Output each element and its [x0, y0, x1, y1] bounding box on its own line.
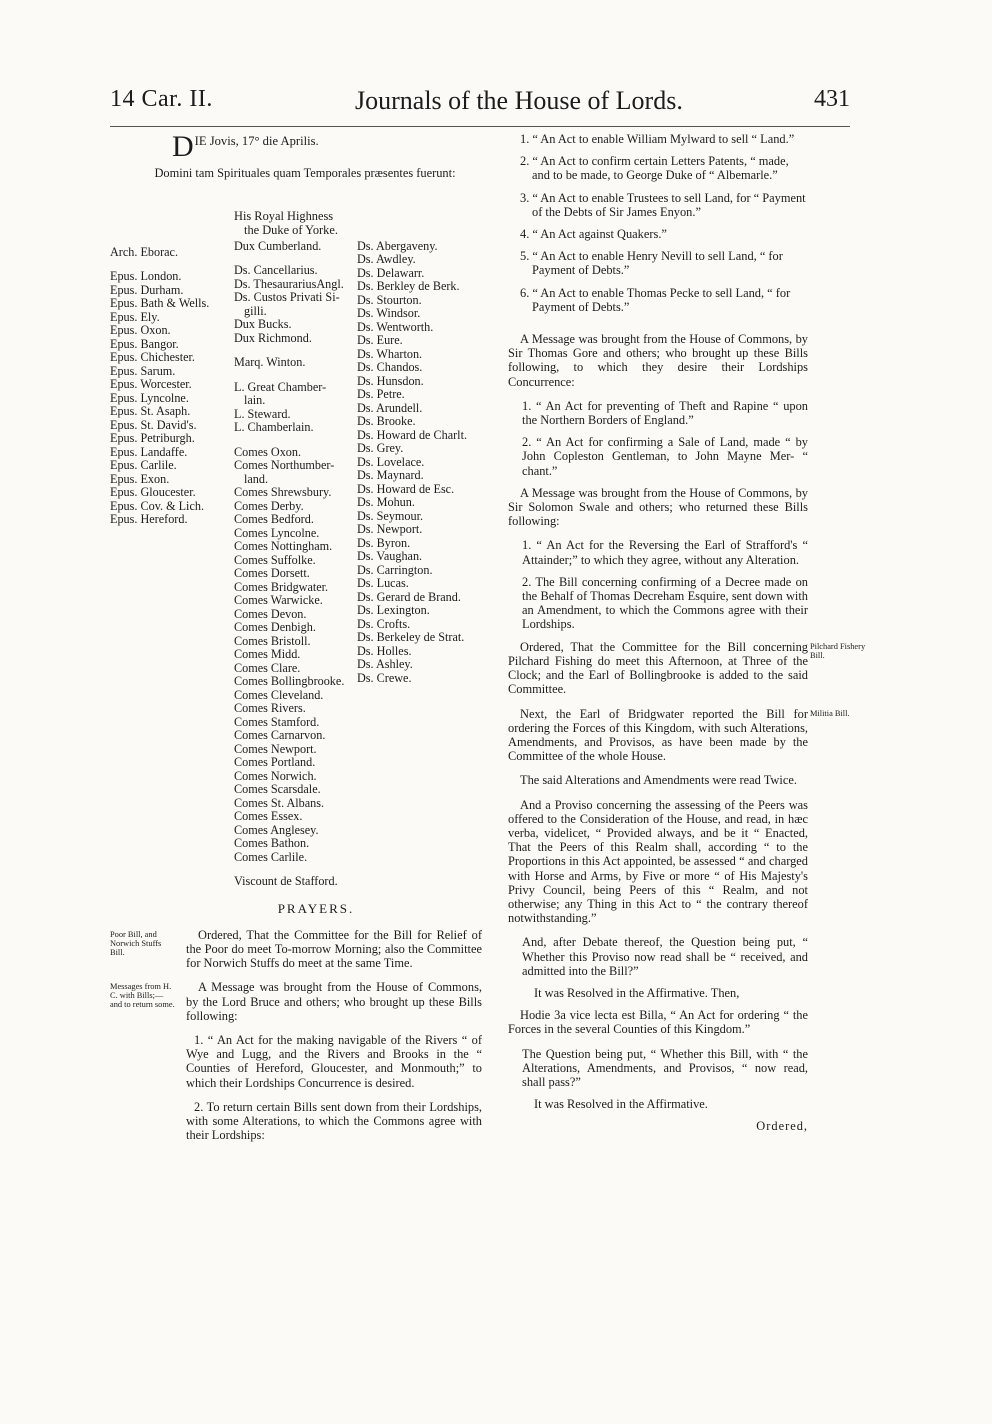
- roster-peer-26: Comes Dorsett.: [234, 566, 310, 581]
- roster-peer-36: Comes Rivers.: [234, 701, 306, 716]
- roster-peer-47: Comes Carlile.: [234, 849, 308, 864]
- roster-column-peers: [234, 240, 344, 889]
- bill-wye-lugg: 1. “ An Act for the making navigable of the Rivers “ of Wye and Lugg, and the Rivers and Brooks in the “ Counties of Hereford, Gloucester, and Monmouth;” to which their Lordships Concurrence is desired.: [186, 1033, 482, 1090]
- roster-baron-13: Ds. Arundell.: [357, 400, 423, 415]
- roster-peer-27: Comes Bridgwater.: [234, 579, 329, 594]
- returned-bill-2: 2. “ An Act to confirm certain Letters Patents, “ made, and to be made, to George Duke of “ Albemarle.”: [520, 154, 789, 183]
- roster-baron-26: Ds. Lucas.: [357, 576, 409, 591]
- roster-peer-49: Viscount de Stafford.: [234, 874, 338, 889]
- poor-bill-order: Ordered, That the Committee for the Bill for Relief of the Poor do meet To-morrow Morning; also the Committee for Norwich Stuffs do meet at the same Time.: [186, 927, 482, 971]
- roster-bishop-17: Epus. Carlile.: [110, 458, 177, 473]
- roster-baron-24: Ds. Vaughan.: [357, 549, 423, 564]
- royal-line-1: His Royal Highness: [234, 209, 334, 224]
- militia-entry: [508, 706, 850, 764]
- roster-baron-8: Ds. Eure.: [357, 333, 403, 348]
- roster-peer-7: Dux Bucks.: [234, 317, 292, 332]
- roster-peer-8: Dux Richmond.: [234, 330, 312, 345]
- roster-peer-1: Dux Cumberland.: [234, 238, 322, 253]
- returned-bill-3: 3. “ An Act to enable Trustees to sell Land, for “ Payment of the Debts of Sir James Enyon.”: [520, 190, 806, 219]
- roster-bishop-20: Epus. Cov. & Lich.: [110, 498, 204, 513]
- message-swale: A Message was brought from the House of Commons, by Sir Solomon Swale and others; who returned these Bills following:: [508, 485, 808, 529]
- roster-bishop-14: Epus. St. David's.: [110, 417, 197, 432]
- roster-peer-46: Comes Bathon.: [234, 836, 310, 851]
- roster-peer-35: Comes Cleveland.: [234, 687, 324, 702]
- roster-peer-4: Ds. ThesaurariusAngl.: [234, 276, 344, 291]
- roster-peer-22: Comes Bedford.: [234, 512, 314, 527]
- roster-bishop-21: Epus. Hereford.: [110, 512, 188, 527]
- roster-peer-5: Ds. Custos Privati Si-: [234, 290, 340, 305]
- pass-question: The Question being put, “ Whether this Bill, with “ the Alterations, Amendments, and Provisos, “ now read, shall pass?”: [522, 1046, 808, 1089]
- roster-bishop-6: Epus. Ely.: [110, 309, 160, 324]
- roster-peer-10: Marq. Winton.: [234, 355, 306, 370]
- roster-baron-7: Ds. Wentworth.: [357, 319, 434, 334]
- royal-highness: [234, 210, 482, 237]
- resolved-affirmative-1: It was Resolved in the Affirmative. Then,: [534, 985, 740, 1000]
- roster-bishop-7: Epus. Oxon.: [110, 323, 171, 338]
- roster-peer-44: Comes Essex.: [234, 809, 303, 824]
- roster-peer-15: L. Chamberlain.: [234, 420, 314, 435]
- roster-baron-30: Ds. Berkeley de Strat.: [357, 630, 465, 645]
- militia-report: Next, the Earl of Bridgwater reported the Bill for ordering the Forces of this Kingdom, with such Alterations, Amendments, and Provisos, as have been made by the Committee of the whole House.: [508, 706, 808, 764]
- pilchard-entry: [508, 639, 866, 697]
- roster-baron-33: Ds. Crewe.: [357, 670, 412, 685]
- roster-peer-32: Comes Midd.: [234, 647, 301, 662]
- roster-peer-37: Comes Stamford.: [234, 714, 320, 729]
- roster-column-barons: [357, 240, 467, 686]
- roster-baron-11: Ds. Hunsdon.: [357, 373, 424, 388]
- margin-note-messages: Messages from H. C. with Bills;— and to return some.: [110, 982, 175, 1010]
- roster-baron-6: Ds. Windsor.: [357, 306, 421, 321]
- roster-peer-6: gilli.: [244, 303, 267, 318]
- roster-peer-33: Comes Clare.: [234, 660, 301, 675]
- proviso-text: And a Proviso concerning the assessing of the Peers was offered to the Consideration of the House, and read, in hæc verba, videlicet, “ Provided always, and be it “ Enacted, That the Peers of this Realm shall, according “ to the Proportions in this Act appointed, be assessed “ and charged with Horse and Arms, by Five or more “ of His Majesty's Privy Council, being Peers of this “ Realm, and not otherwise; any Thing in this Act to “ the contrary thereof notwithstanding.”: [508, 797, 808, 926]
- roster-baron-3: Ds. Delawarr.: [357, 265, 425, 280]
- header-regnal-year: 14 Car. II.: [110, 86, 213, 112]
- attendance-roster: [110, 238, 482, 898]
- roster-baron-10: Ds. Chandos.: [357, 360, 423, 375]
- roster-baron-17: Ds. Lovelace.: [357, 454, 425, 469]
- roster-baron-28: Ds. Lexington.: [357, 603, 430, 618]
- roster-peer-29: Comes Devon.: [234, 606, 307, 621]
- message-gore: A Message was brought from the House of Commons, by Sir Thomas Gore and others; who brought up these Bills following, to which they desire their Lordships Concurrence:: [508, 332, 808, 389]
- roster-bishop-9: Epus. Chichester.: [110, 350, 195, 365]
- margin-note-poor-bill: Poor Bill, and Norwich Stuffs Bill.: [110, 929, 162, 957]
- roster-baron-4: Ds. Berkley de Berk.: [357, 279, 460, 294]
- roster-baron-32: Ds. Ashley.: [357, 657, 413, 672]
- returned-bills-list: [508, 132, 808, 314]
- roster-peer-31: Comes Bristoll.: [234, 633, 311, 648]
- roster-baron-25: Ds. Carrington.: [357, 562, 433, 577]
- roster-peer-41: Comes Norwich.: [234, 768, 317, 783]
- roster-baron-16: Ds. Grey.: [357, 441, 404, 456]
- hodie-third-reading: Hodie 3a vice lecta est Billa, “ An Act for ordering “ the Forces in the several Counties of this Kingdom.”: [508, 1008, 808, 1037]
- roster-peer-39: Comes Newport.: [234, 741, 317, 756]
- bill-strafford: 1. “ An Act for the Reversing the Earl of Strafford's “ Attainder;” to which they agree, without any Alteration.: [522, 538, 808, 567]
- roster-peer-45: Comes Anglesey.: [234, 822, 319, 837]
- roster-peer-34: Comes Bollingbrooke.: [234, 674, 345, 689]
- returned-bill-6: 6. “ An Act to enable Thomas Pecke to sell Land, “ for Payment of Debts.”: [520, 285, 791, 314]
- date-text: IE Jovis, 17° die Aprilis.: [194, 134, 319, 148]
- debate-question: And, after Debate thereof, the Question being put, “ Whether this Proviso now read shall be “ received, and admitted into the Bill?”: [522, 935, 808, 978]
- message-bruce: A Message was brought from the House of Commons, by the Lord Bruce and others; who brought up these Bills following:: [186, 980, 482, 1023]
- roster-baron-12: Ds. Petre.: [357, 387, 405, 402]
- header-rule: [110, 126, 850, 127]
- roster-baron-9: Ds. Wharton.: [357, 346, 423, 361]
- left-column: [110, 132, 482, 1152]
- bill-decreham: 2. The Bill concerning confirming of a Decree made on the Behalf of Thomas Decreham Esquire, sent down with an Amendment, to which the Commons agree with their Lordships.: [522, 574, 808, 632]
- roster-bishop-12: Epus. Lyncolne.: [110, 390, 189, 405]
- roster-peer-13: lain.: [244, 393, 266, 408]
- date-line: [172, 130, 482, 163]
- returned-bill-5: 5. “ An Act to enable Henry Nevill to sell Land, “ for Payment of Debts.”: [520, 249, 783, 278]
- roster-baron-5: Ds. Stourton.: [357, 292, 422, 307]
- roster-baron-15: Ds. Howard de Charlt.: [357, 427, 468, 442]
- bill-theft-rapine: 1. “ An Act for preventing of Theft and Rapine “ upon the Northern Borders of England.”: [522, 398, 808, 428]
- roster-bishop-10: Epus. Sarum.: [110, 363, 176, 378]
- resolved-affirmative-2: It was Resolved in the Affirmative.: [534, 1097, 708, 1112]
- roster-peer-42: Comes Scarsdale.: [234, 782, 321, 797]
- messages-entry: [110, 980, 482, 1023]
- roster-baron-18: Ds. Maynard.: [357, 468, 424, 483]
- roster-baron-2: Ds. Awdley.: [357, 252, 416, 267]
- roster-peer-20: Comes Shrewsbury.: [234, 485, 332, 500]
- roster-baron-22: Ds. Newport.: [357, 522, 423, 537]
- roster-bishop-5: Epus. Bath & Wells.: [110, 296, 210, 311]
- roster-baron-31: Ds. Holles.: [357, 643, 412, 658]
- poor-bill-entry: [110, 928, 482, 971]
- roster-peer-14: L. Steward.: [234, 406, 291, 421]
- roster-baron-29: Ds. Crofts.: [357, 616, 411, 631]
- roster-peer-18: Comes Northumber-: [234, 458, 335, 473]
- margin-note-pilchard: Pilchard Fishery Bill.: [810, 641, 866, 660]
- roster-peer-38: Comes Carnarvon.: [234, 728, 326, 743]
- roster-bishop-11: Epus. Worcester.: [110, 377, 192, 392]
- roster-bishop-16: Epus. Landaffe.: [110, 444, 188, 459]
- roster-peer-3: Ds. Cancellarius.: [234, 263, 318, 278]
- catchword: Ordered,: [756, 1119, 808, 1134]
- roster-baron-20: Ds. Mohun.: [357, 495, 415, 510]
- roster-peer-28: Comes Warwicke.: [234, 593, 323, 608]
- roster-peer-23: Comes Lyncolne.: [234, 525, 320, 540]
- roster-bishop-13: Epus. St. Asaph.: [110, 404, 191, 419]
- bill-copleston: 2. “ An Act for confirming a Sale of Land, made “ by John Copleston Gentleman, to John Mayne Mer- “ chant.”: [522, 435, 808, 478]
- returned-bill-4: 4. “ An Act against Quakers.”: [520, 227, 667, 242]
- roster-peer-16: [234, 435, 344, 446]
- page-header: [110, 86, 850, 126]
- roster-bishop-3: Epus. London.: [110, 269, 182, 284]
- roster-peer-19: land.: [244, 471, 269, 486]
- prayers-heading: PRAYERS.: [277, 900, 355, 916]
- drop-cap: D: [172, 130, 194, 163]
- roster-baron-27: Ds. Gerard de Brand.: [357, 589, 461, 604]
- roster-peer-12: L. Great Chamber-: [234, 379, 327, 394]
- roster-bishop-18: Epus. Exon.: [110, 471, 170, 486]
- roster-bishop-15: Epus. Petriburgh.: [110, 431, 195, 446]
- roster-bishop-8: Epus. Bangor.: [110, 336, 179, 351]
- roster-peer-30: Comes Denbigh.: [234, 620, 316, 635]
- roster-baron-23: Ds. Byron.: [357, 535, 411, 550]
- roster-peer-43: Comes St. Albans.: [234, 795, 325, 810]
- roster-column-bishops: [110, 246, 209, 527]
- roster-peer-40: Comes Portland.: [234, 755, 316, 770]
- roster-bishop-19: Epus. Gloucester.: [110, 485, 196, 500]
- roster-bishop-1: Arch. Eborac.: [110, 244, 179, 259]
- roster-baron-19: Ds. Howard de Esc.: [357, 481, 455, 496]
- roster-baron-1: Ds. Abergaveny.: [357, 238, 438, 253]
- roster-peer-11: [234, 370, 344, 381]
- roster-peer-17: Comes Oxon.: [234, 444, 302, 459]
- roster-peer-21: Comes Derby.: [234, 498, 304, 513]
- roster-baron-14: Ds. Brooke.: [357, 414, 416, 429]
- roster-baron-21: Ds. Seymour.: [357, 508, 424, 523]
- domini-heading: Domini tam Spirituales quam Temporales præsentes fuerunt:: [154, 166, 456, 181]
- returned-bill-1: 1. “ An Act to enable William Mylward to sell “ Land.”: [520, 132, 795, 146]
- header-title: Journals of the House of Lords.: [355, 86, 683, 115]
- bill-return-certain: 2. To return certain Bills sent down from their Lordships, with some Alterations, to which the Commons agree with their Lordships:: [186, 1099, 482, 1143]
- pilchard-order: Ordered, That the Committee for the Bill concerning Pilchard Fishing do meet this Afternoon, at Three of the Clock; and the Earl of Bollingbrooke is added to the said Committee.: [508, 639, 808, 697]
- royal-line-2: the Duke of Yorke.: [244, 223, 338, 237]
- roster-peer-24: Comes Nottingham.: [234, 539, 333, 554]
- roster-peer-25: Comes Suffolke.: [234, 552, 316, 567]
- alterations-read: The said Alterations and Amendments were read Twice.: [520, 773, 797, 788]
- roster-bishop-4: Epus. Durham.: [110, 282, 184, 297]
- right-column: [508, 132, 866, 1134]
- page-number: 431: [814, 86, 850, 112]
- margin-note-militia: Militia Bill.: [810, 708, 850, 718]
